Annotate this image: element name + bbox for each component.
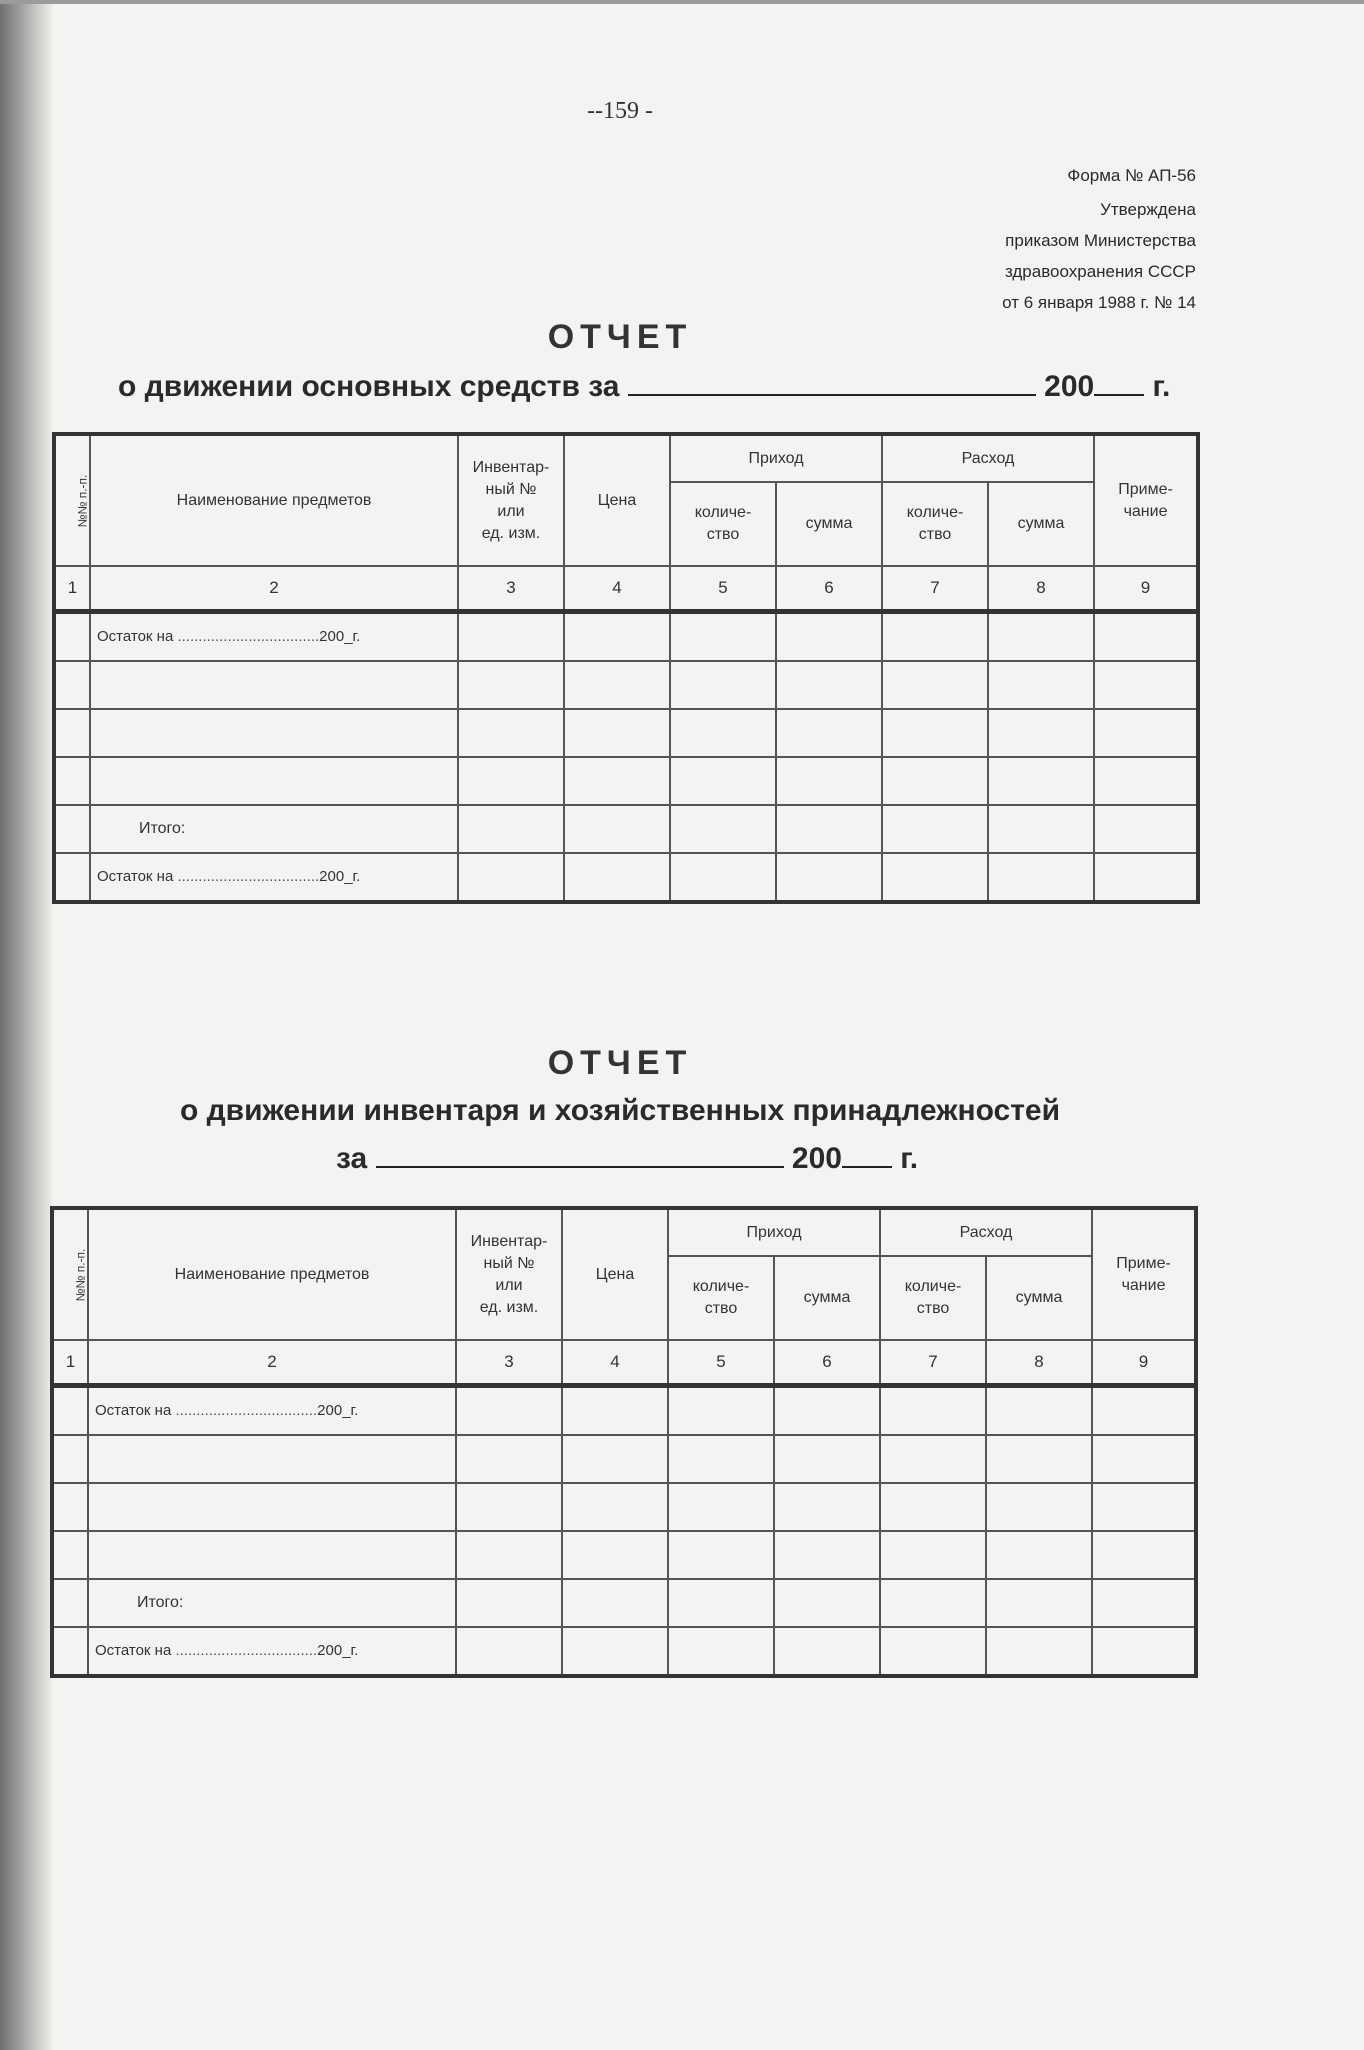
header-npp: №№ п.-п. [52, 1208, 88, 1340]
table-row [52, 1627, 1196, 1676]
header-expense-sum: сумма [986, 1256, 1092, 1340]
col-num-3: 3 [456, 1340, 562, 1386]
report2-year-suffix: г. [900, 1142, 919, 1175]
header-note: Приме- чание [1094, 434, 1198, 566]
report1-subtitle [118, 368, 1170, 404]
header-price: Цена [564, 434, 670, 566]
header-expense-qty: количе- ство [882, 482, 988, 566]
header-expense: Расход [880, 1208, 1092, 1256]
table-row [52, 1435, 1196, 1483]
report2-year-prefix: 200 [791, 1142, 842, 1175]
header-expense-sum: сумма [988, 482, 1094, 566]
balance-end-label: Остаток на ..................................200_г. [90, 853, 458, 902]
table-row [52, 1483, 1196, 1531]
approval-line-1: Утверждена [1100, 200, 1196, 219]
report1-year-prefix: 200 [1044, 370, 1095, 403]
col-num-5: 5 [670, 566, 776, 612]
page-top-edge [0, 0, 1364, 4]
column-numbers-row [54, 566, 1198, 612]
book-binding-shadow [0, 0, 52, 2050]
col-num-7: 7 [882, 566, 988, 612]
header-price: Цена [562, 1208, 668, 1340]
table-row [52, 1531, 1196, 1579]
header-income-sum: сумма [776, 482, 882, 566]
report1-subtitle-text: о движении основных средств за [118, 370, 620, 403]
header-expense: Расход [882, 434, 1094, 482]
balance-start-label: Остаток на ..................................200_г. [88, 1386, 456, 1436]
header-expense-qty: количе- ство [880, 1256, 986, 1340]
col-num-4: 4 [564, 566, 670, 612]
header-name: Наименование предметов [88, 1208, 456, 1340]
table-row [54, 709, 1198, 757]
report1-period-blank [628, 368, 1036, 396]
col-num-3: 3 [458, 566, 564, 612]
col-num-2: 2 [88, 1340, 456, 1386]
col-num-9: 9 [1092, 1340, 1196, 1386]
report1-title: ОТЧЕТ [547, 318, 693, 356]
table-row [52, 1579, 1196, 1627]
total-label: Итого: [90, 805, 458, 853]
header-name: Наименование предметов [90, 434, 458, 566]
col-num-5: 5 [668, 1340, 774, 1386]
report2-subtitle-line1: о движении инвентаря и хозяйственных принадлежностей [179, 1094, 1061, 1127]
header-income-sum: сумма [774, 1256, 880, 1340]
form-number: Форма № АП-56 [1067, 166, 1196, 185]
report2-title: ОТЧЕТ [547, 1044, 693, 1082]
table-row [54, 661, 1198, 709]
col-num-8: 8 [988, 566, 1094, 612]
approval-line-4: от 6 января 1988 г. № 14 [1002, 293, 1196, 312]
col-num-1: 1 [52, 1340, 88, 1386]
col-num-2: 2 [90, 566, 458, 612]
report1-year-blank [1094, 368, 1144, 396]
approval-block [1002, 160, 1196, 318]
header-inventory: Инвентар- ный № или ед. изм. [456, 1208, 562, 1340]
report2-subtitle-line2 [336, 1140, 918, 1176]
header-income: Приход [670, 434, 882, 482]
report2-year-blank [842, 1140, 892, 1168]
col-num-8: 8 [986, 1340, 1092, 1386]
header-note: Приме- чание [1092, 1208, 1196, 1340]
col-num-9: 9 [1094, 566, 1198, 612]
header-income-qty: количе- ство [670, 482, 776, 566]
header-inventory: Инвентар- ный № или ед. изм. [458, 434, 564, 566]
table-row [54, 805, 1198, 853]
page-number: --159 - [587, 98, 653, 124]
table-row [54, 612, 1198, 662]
report1-year-suffix: г. [1152, 370, 1171, 403]
table-row [54, 757, 1198, 805]
header-income: Приход [668, 1208, 880, 1256]
approval-line-3: здравоохранения СССР [1004, 262, 1196, 281]
balance-end-label: Остаток на ..................................200_г. [88, 1627, 456, 1676]
approval-line-2: приказом Министерства [1005, 231, 1196, 250]
col-num-1: 1 [54, 566, 90, 612]
table-row [52, 1386, 1196, 1436]
header-npp: №№ п.-п. [54, 434, 90, 566]
col-num-6: 6 [776, 566, 882, 612]
total-label: Итого: [88, 1579, 456, 1627]
report2-table [50, 1206, 1198, 1678]
column-numbers-row [52, 1340, 1196, 1386]
report1-table [52, 432, 1200, 904]
balance-start-label: Остаток на ..................................200_г. [90, 612, 458, 662]
header-income-qty: количе- ство [668, 1256, 774, 1340]
col-num-4: 4 [562, 1340, 668, 1386]
col-num-6: 6 [774, 1340, 880, 1386]
report2-period-blank [376, 1140, 784, 1168]
col-num-7: 7 [880, 1340, 986, 1386]
report2-subtitle-text: за [336, 1142, 368, 1175]
table-row [54, 853, 1198, 902]
